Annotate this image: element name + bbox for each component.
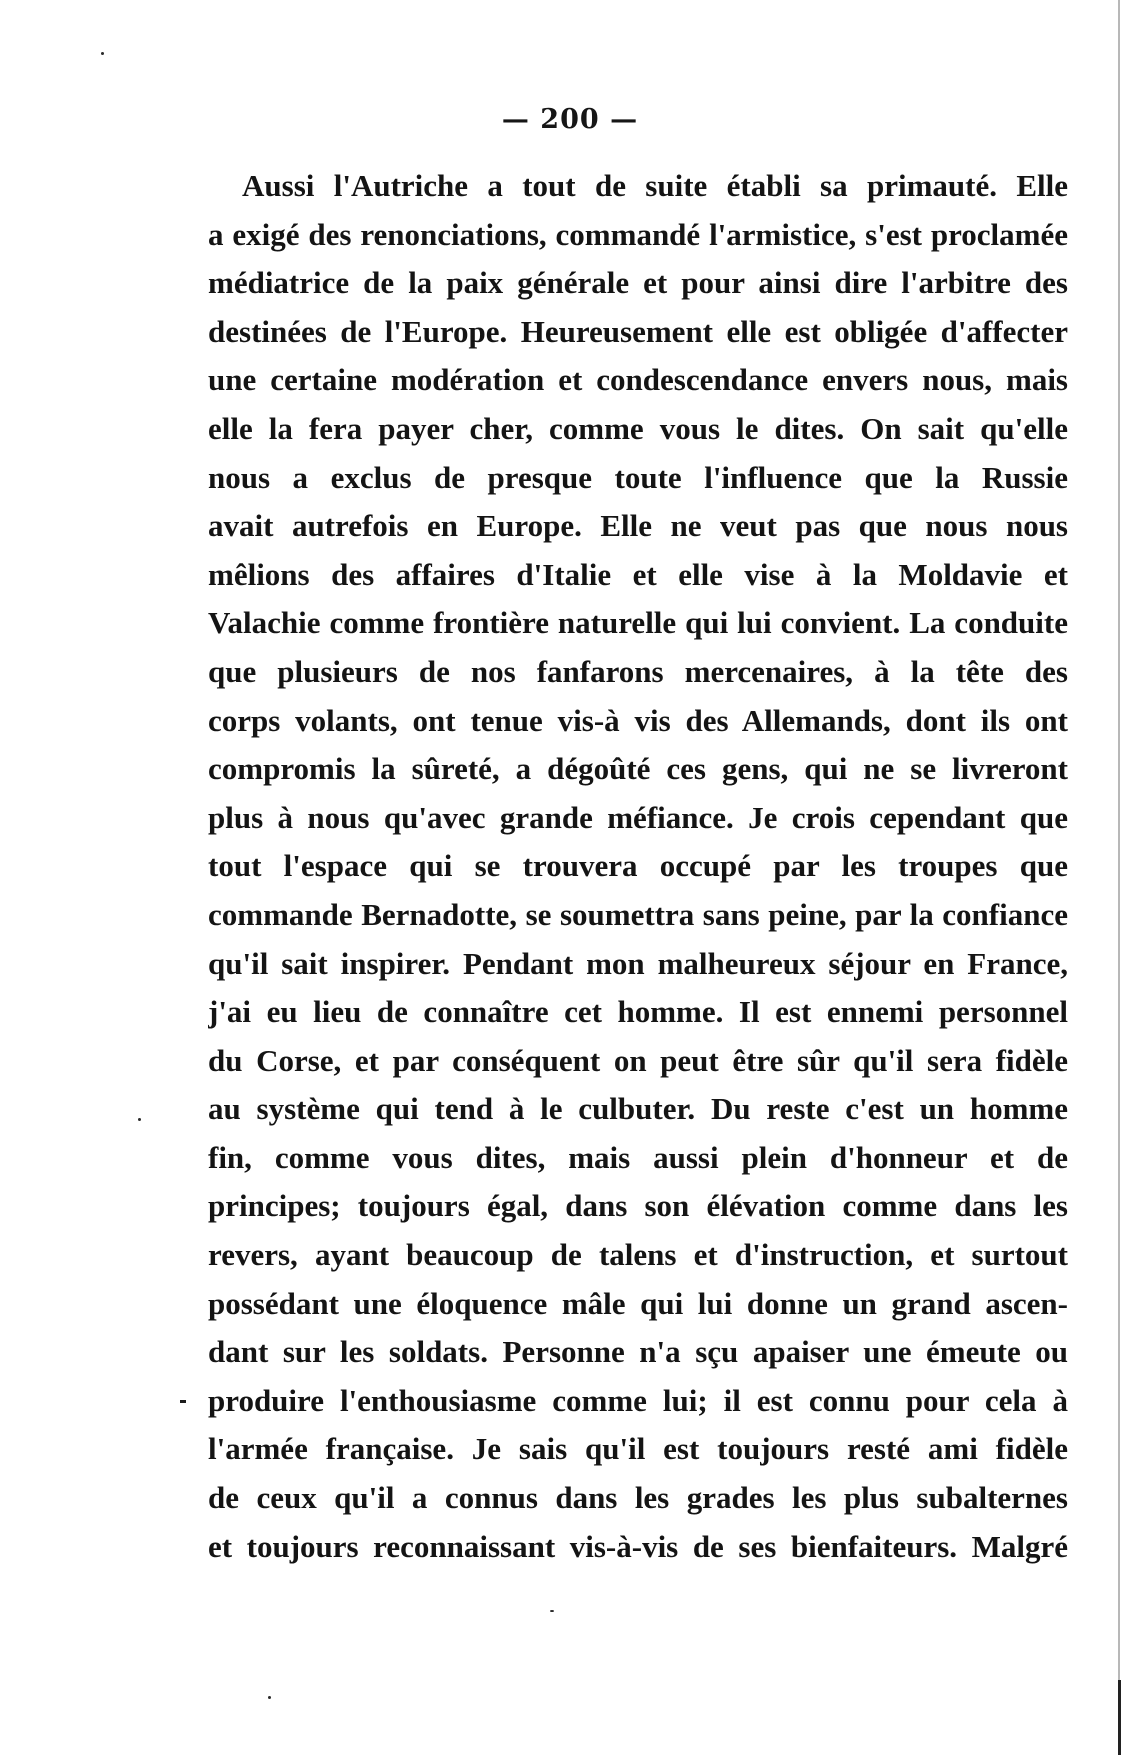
page-edge-shadow (1118, 1680, 1121, 1755)
text-line: principes; toujours égal, dans son élévation comme dans les (208, 1188, 1068, 1224)
text-line: dant sur les soldats. Personne n'a sçu apaiser une émeute ou (208, 1334, 1068, 1370)
text-line: qu'il sait inspirer. Pendant mon malheureux séjour en France, (208, 945, 1068, 981)
text-line: produire l'enthousiasme comme lui; il est connu pour cela à (208, 1382, 1068, 1418)
text-line: que plusieurs de nos fanfarons mercenaires, à la tête des (208, 653, 1068, 689)
scan-speck (268, 1696, 271, 1699)
text-line: du Corse, et par conséquent on peut être sûr qu'il sera fidèle (208, 1042, 1068, 1078)
body-text (208, 162, 1068, 1571)
text-line: compromis la sûreté, a dégoûté ces gens, qui ne se livreront (208, 751, 1068, 787)
text-line: destinées de l'Europe. Heureusement elle est obligée d'affecter (208, 313, 1068, 349)
text-line: au système qui tend à le culbuter. Du reste c'est un homme (208, 1091, 1068, 1127)
text-line: j'ai eu lieu de connaître cet homme. Il est ennemi personnel (208, 994, 1068, 1030)
text-line: tout l'espace qui se trouvera occupé par les troupes que (208, 848, 1068, 884)
text-line: revers, ayant beaucoup de talens et d'instruction, et surtout (208, 1237, 1068, 1273)
text-line: nous a exclus de presque toute l'influence que la Russie (208, 459, 1068, 495)
text-line: plus à nous qu'avec grande méfiance. Je crois cependant que (208, 799, 1068, 835)
text-line: une certaine modération et condescendance envers nous, mais (208, 362, 1068, 398)
text-line: commande Bernadotte, se soumettra sans peine, par la confiance (208, 896, 1068, 932)
text-line: médiatrice de la paix générale et pour ainsi dire l'arbitre des (208, 265, 1068, 301)
text-line: et toujours reconnaissant vis-à-vis de ses bienfaiteurs. Malgré (208, 1528, 1068, 1564)
scan-speck (101, 52, 104, 55)
text-line: elle la fera payer cher, comme vous le dites. On sait qu'elle (208, 410, 1068, 446)
text-line: corps volants, ont tenue vis-à vis des Allemands, dont ils ont (208, 702, 1068, 738)
text-line: avait autrefois en Europe. Elle ne veut pas que nous nous (208, 508, 1068, 544)
scan-speck (550, 1610, 554, 1612)
margin-mark (180, 1400, 186, 1403)
text-line: de ceux qu'il a connus dans les grades les plus subalternes (208, 1480, 1068, 1516)
text-line: possédant une éloquence mâle qui lui donne un grand ascen- (208, 1285, 1068, 1321)
text-line: fin, comme vous dites, mais aussi plein d'honneur et de (208, 1139, 1068, 1175)
text-line: a exigé des renonciations, commandé l'armistice, s'est proclamée (208, 216, 1068, 252)
text-line: Valachie comme frontière naturelle qui lui convient. La conduite (208, 605, 1068, 641)
text-line: l'armée française. Je sais qu'il est toujours resté ami fidèle (208, 1431, 1068, 1467)
scan-speck (138, 1118, 141, 1121)
text-line: Aussi l'Autriche a tout de suite établi sa primauté. Elle (242, 168, 1068, 203)
page-edge-rule (1118, 0, 1120, 1755)
page-number: — 200 — (501, 104, 639, 135)
text-line: mêlions des affaires d'Italie et elle vise à la Moldavie et (208, 556, 1068, 592)
